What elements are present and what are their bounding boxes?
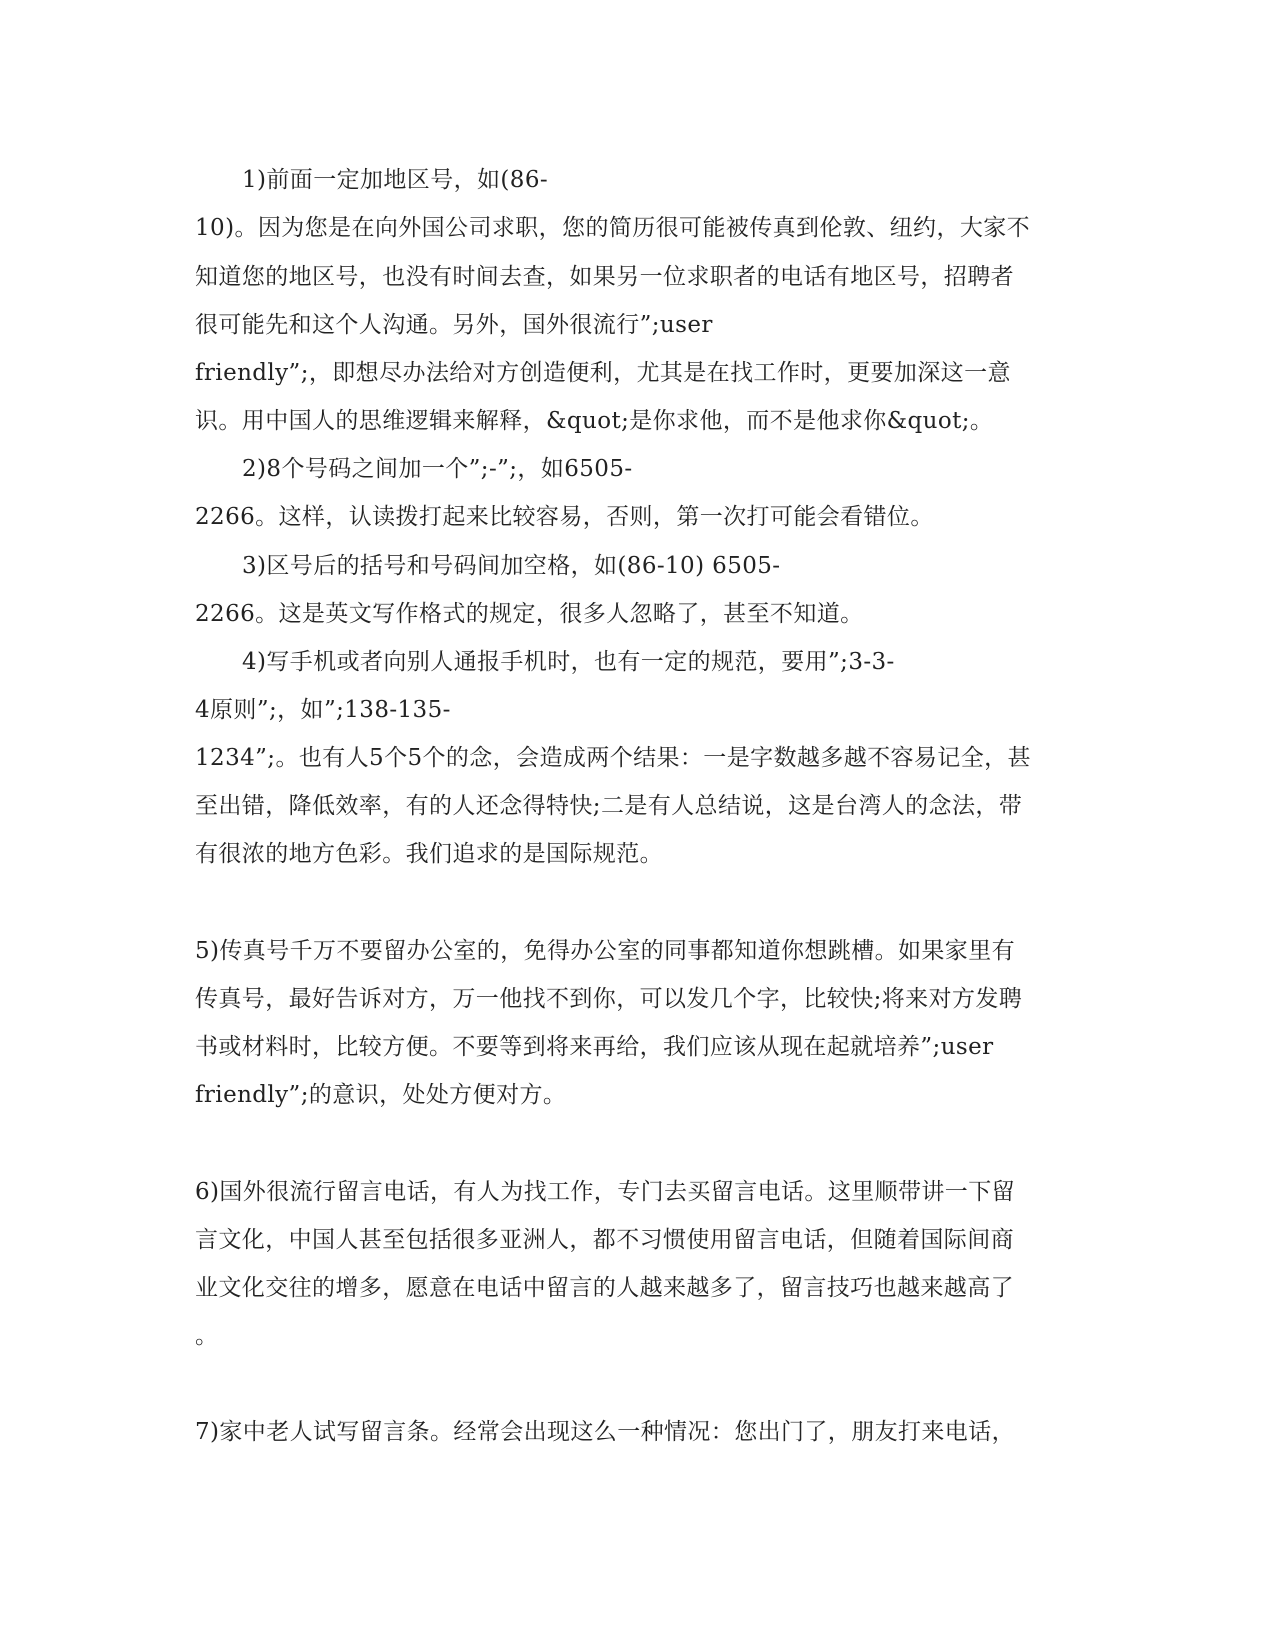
text-line: 1234”;。也有人5个5个的念，会造成两个结果：一是字数越多越不容易记全，甚: [195, 745, 1031, 771]
text-line: 书或材料时，比较方便。不要等到将来再给，我们应该从现在起就培养”;user: [195, 1034, 994, 1060]
text-line: friendly”;，即想尽办法给对方创造便利，尤其是在找工作时，更要加深这一意: [195, 360, 1011, 386]
text-line: 3)区号后的括号和号码间加空格，如(86-10) 6505-: [242, 553, 781, 579]
text-line: 识。用中国人的思维逻辑来解释，&quot;是你求他，而不是他求你&quot;。: [195, 408, 994, 434]
text-line: 有很浓的地方色彩。我们追求的是国际规范。: [195, 841, 663, 867]
text-line: 传真号，最好告诉对方，万一他找不到你，可以发几个字，比较快;将来对方发聘: [195, 986, 1023, 1012]
text-line: 6)国外很流行留言电话，有人为找工作，专门去买留言电话。这里顺带讲一下留: [195, 1179, 1016, 1205]
text-line: 5)传真号千万不要留办公室的，免得办公室的同事都知道你想跳槽。如果家里有: [195, 938, 1016, 964]
text-line: 4原则”;，如”;138-135-: [195, 697, 451, 723]
text-line: 7)家中老人试写留言条。经常会出现这么一种情况：您出门了，朋友打来电话，: [195, 1419, 1016, 1445]
text-line: 2)8个号码之间加一个”;-”;，如6505-: [242, 456, 633, 482]
text-line: 4)写手机或者向别人通报手机时，也有一定的规范，要用”;3-3-: [242, 649, 895, 675]
text-line: 至出错，降低效率，有的人还念得特快;二是有人总结说，这是台湾人的念法，带: [195, 793, 1023, 819]
text-line: 2266。这是英文写作格式的规定，很多人忽略了，甚至不知道。: [195, 601, 864, 627]
text-line: friendly”;的意识，处处方便对方。: [195, 1082, 567, 1108]
text-line: 2266。这样，认读拨打起来比较容易，否则，第一次打可能会看错位。: [195, 504, 934, 530]
text-line: 10)。因为您是在向外国公司求职，您的简历很可能被传真到伦敦、纽约，大家不: [195, 215, 1031, 241]
text-line: 言文化，中国人甚至包括很多亚洲人，都不习惯使用留言电话，但随着国际间商: [195, 1227, 1014, 1253]
text-line: 很可能先和这个人沟通。另外，国外很流行”;user: [195, 312, 713, 338]
text-line: 1)前面一定加地区号，如(86-: [242, 167, 549, 193]
text-line: 业文化交往的增多，愿意在电话中留言的人越来越多了，留言技巧也越来越高了: [195, 1275, 1014, 1301]
text-line: 知道您的地区号，也没有时间去查，如果另一位求职者的电话有地区号，招聘者: [195, 264, 1014, 290]
text-line: 。: [195, 1323, 219, 1349]
